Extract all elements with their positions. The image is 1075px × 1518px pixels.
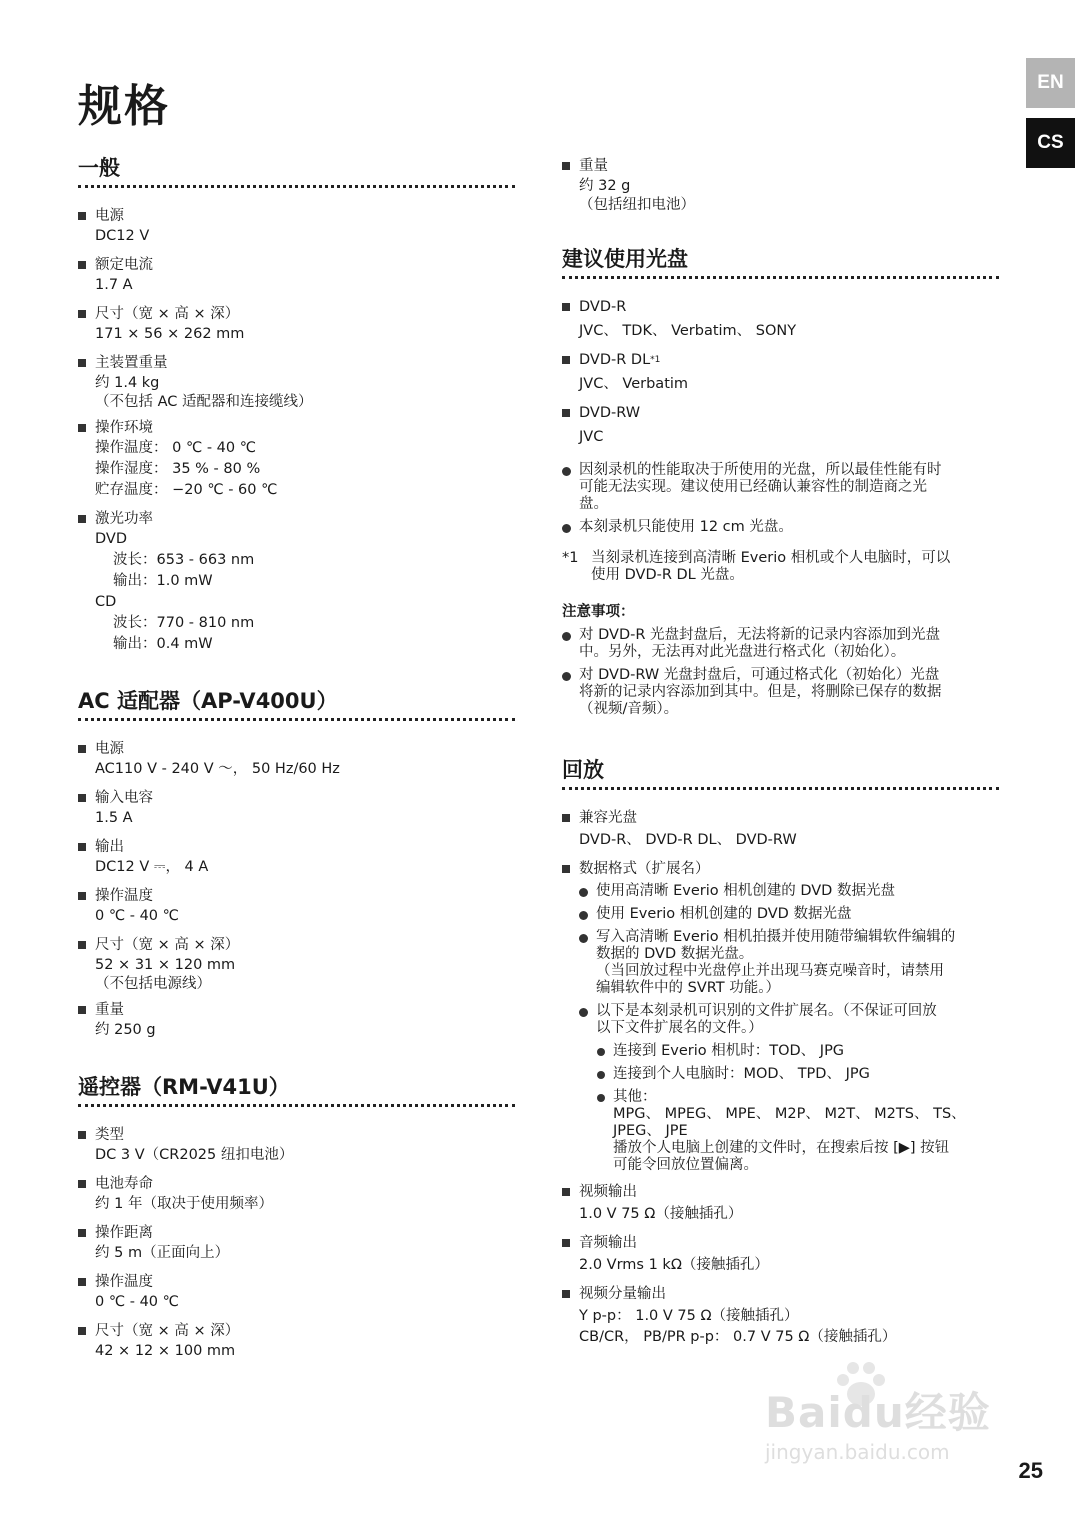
square-bullet-icon bbox=[78, 1278, 86, 1286]
section-ac-adapter bbox=[78, 685, 515, 1041]
caution-item bbox=[562, 627, 999, 661]
spec-value: CB/CR， PB/PR p-p： 0.7 V 75 Ω（接触插孔） bbox=[579, 1329, 897, 1345]
extension-line: JPEG、 JPE bbox=[613, 1123, 688, 1139]
caution-line: （视频/音频）。 bbox=[579, 701, 679, 717]
spec-item bbox=[78, 837, 515, 878]
spec-item bbox=[78, 1321, 515, 1362]
spec-label: 兼容光盘 bbox=[579, 810, 637, 826]
round-bullet-icon bbox=[579, 1008, 588, 1017]
format-line: 数据的 DVD 数据光盘。 bbox=[596, 946, 754, 962]
spec-value: 约 250 g bbox=[95, 1022, 156, 1038]
spec-label: 电池寿命 bbox=[95, 1176, 153, 1192]
square-bullet-icon bbox=[562, 1290, 570, 1298]
square-bullet-icon bbox=[562, 303, 570, 311]
format-line: 以下是本刻录机可识别的文件扩展名。（不保证可回放 bbox=[596, 1003, 937, 1019]
footnote-line: 当刻录机连接到高清晰 Everio 相机或个人电脑时，可以 bbox=[591, 550, 951, 566]
spec-label: 视频分量输出 bbox=[579, 1286, 666, 1302]
round-bullet-icon bbox=[579, 934, 588, 943]
spec-value: 2.0 Vrms 1 kΩ（接触插孔） bbox=[579, 1257, 769, 1273]
extension-line: 连接到个人电脑时：MOD、 TPD、 JPG bbox=[613, 1066, 870, 1082]
spec-label: 操作温度 bbox=[95, 1274, 153, 1290]
caution-item bbox=[562, 667, 999, 718]
format-line: 写入高清晰 Everio 相机拍摄并使用随带编辑软件编辑的 bbox=[596, 929, 956, 945]
caution-title: 注意事项： bbox=[562, 604, 635, 620]
spec-item bbox=[562, 859, 999, 1174]
spec-label: 尺寸（宽 × 高 × 深） bbox=[95, 306, 240, 322]
extension-item bbox=[597, 1043, 999, 1060]
spec-value: 1.0 V 75 Ω（接触插孔） bbox=[579, 1206, 743, 1222]
spec-value: DC12 V bbox=[95, 228, 150, 244]
section-title-playback: 回放 bbox=[562, 754, 999, 790]
spec-item bbox=[78, 788, 515, 829]
watermark-logo: Baidu经验 bbox=[765, 1388, 991, 1437]
spec-value: 42 × 12 × 100 mm bbox=[95, 1343, 236, 1359]
spec-label: 操作距离 bbox=[95, 1225, 153, 1241]
spec-item bbox=[562, 1233, 999, 1276]
extension-item bbox=[597, 1089, 999, 1174]
extension-line: 其他： bbox=[613, 1089, 657, 1105]
round-bullet-icon bbox=[562, 524, 571, 533]
spec-label: DVD-RW bbox=[579, 405, 641, 421]
note-line: 因刻录机的性能取决于所使用的光盘，所以最佳性能有时 bbox=[579, 462, 942, 478]
section-playback bbox=[562, 754, 999, 1348]
square-bullet-icon bbox=[78, 359, 86, 367]
spec-item bbox=[78, 935, 515, 992]
round-bullet-icon bbox=[597, 1048, 605, 1056]
footnote-ref: *1 bbox=[650, 355, 661, 365]
spec-item bbox=[78, 509, 515, 655]
round-bullet-icon bbox=[562, 672, 571, 681]
lang-tab-en[interactable]: EN bbox=[1026, 58, 1075, 108]
section-title-ac-adapter: AC 适配器（AP-V400U） bbox=[78, 685, 515, 721]
section-discs bbox=[562, 243, 999, 718]
spec-item bbox=[78, 739, 515, 780]
square-bullet-icon bbox=[78, 261, 86, 269]
square-bullet-icon bbox=[78, 1229, 86, 1237]
format-item bbox=[579, 906, 999, 923]
square-bullet-icon bbox=[78, 794, 86, 802]
spec-item bbox=[78, 304, 515, 345]
spec-label: 音频输出 bbox=[579, 1235, 637, 1251]
square-bullet-icon bbox=[78, 843, 86, 851]
square-bullet-icon bbox=[78, 310, 86, 318]
spec-item bbox=[562, 403, 999, 448]
format-item bbox=[579, 1003, 999, 1037]
note-line: 本刻录机只能使用 12 cm 光盘。 bbox=[579, 519, 793, 535]
spec-value: JVC bbox=[579, 429, 604, 445]
spec-item bbox=[78, 255, 515, 296]
round-bullet-icon bbox=[597, 1071, 605, 1079]
spec-value: 52 × 31 × 120 mm bbox=[95, 957, 236, 973]
spec-value: JVC、 TDK、 Verbatim、 SONY bbox=[579, 323, 797, 339]
spec-item bbox=[562, 1284, 999, 1348]
spec-note: （不包括电源线） bbox=[95, 976, 211, 992]
spec-label: 操作温度 bbox=[95, 888, 153, 904]
note-item bbox=[562, 519, 999, 536]
section-general bbox=[78, 152, 515, 655]
spec-item bbox=[562, 808, 999, 851]
spec-value: 0 ℃ - 40 ℃ bbox=[95, 1294, 179, 1310]
spec-label: 主装置重量 bbox=[95, 355, 168, 371]
spec-label: 输入电容 bbox=[95, 790, 153, 806]
spec-label: DVD-R DL bbox=[579, 352, 651, 368]
square-bullet-icon bbox=[78, 1006, 86, 1014]
spec-value: 171 × 56 × 262 mm bbox=[95, 326, 245, 342]
spec-item bbox=[78, 1174, 515, 1215]
spec-label: 类型 bbox=[95, 1127, 124, 1143]
format-line: （当回放过程中光盘停止并出现马赛克噪音时，请禁用 bbox=[596, 963, 944, 979]
square-bullet-icon bbox=[78, 1131, 86, 1139]
square-bullet-icon bbox=[78, 1327, 86, 1335]
extension-line: 连接到 Everio 相机时：TOD、 JPG bbox=[613, 1043, 845, 1059]
round-bullet-icon bbox=[562, 632, 571, 641]
extension-item bbox=[597, 1066, 999, 1083]
section-remote bbox=[78, 1071, 515, 1362]
spec-label: 重量 bbox=[95, 1002, 124, 1018]
square-bullet-icon bbox=[562, 1188, 570, 1196]
square-bullet-icon bbox=[78, 424, 86, 432]
square-bullet-icon bbox=[562, 1239, 570, 1247]
square-bullet-icon bbox=[562, 865, 570, 873]
spec-value: 约 1.4 kg bbox=[95, 375, 160, 391]
spec-label: 输出 bbox=[95, 839, 124, 855]
spec-value: 约 5 m（正面向上） bbox=[95, 1245, 230, 1261]
spec-value: AC110 V - 240 V ～， 50 Hz/60 Hz bbox=[95, 761, 340, 777]
spec-value: DC 3 V（CR2025 纽扣电池） bbox=[95, 1147, 294, 1163]
spec-item bbox=[78, 1272, 515, 1313]
extension-line: 播放个人电脑上创建的文件时，在搜索后按 [▶] 按钮 bbox=[613, 1140, 950, 1156]
spec-label: 电源 bbox=[95, 741, 124, 757]
spec-note: （不包括 AC 适配器和连接缆线） bbox=[95, 394, 313, 410]
footnote-line: 使用 DVD-R DL 光盘。 bbox=[591, 567, 744, 583]
format-item bbox=[579, 883, 999, 900]
spec-label: 重量 bbox=[579, 158, 608, 174]
spec-item bbox=[562, 156, 999, 213]
right-column bbox=[562, 152, 999, 1368]
square-bullet-icon bbox=[78, 892, 86, 900]
square-bullet-icon bbox=[562, 162, 570, 170]
left-column bbox=[78, 152, 515, 1382]
spec-value: 波长：653 - 663 nm bbox=[113, 552, 255, 568]
extension-line: MPG、 MPEG、 MPE、 M2P、 M2T、 M2TS、 TS、 bbox=[613, 1106, 966, 1122]
spec-value: 操作温度： 0 ℃ - 40 ℃ bbox=[95, 440, 257, 456]
spec-item bbox=[562, 350, 999, 395]
spec-value: 1.5 A bbox=[95, 810, 133, 826]
caution-line: 中。另外，无法再对此光盘进行格式化（初始化）。 bbox=[579, 644, 906, 660]
spec-value: 贮存温度： −20 ℃ - 60 ℃ bbox=[95, 482, 278, 498]
square-bullet-icon bbox=[78, 1180, 86, 1188]
spec-label: 额定电流 bbox=[95, 257, 153, 273]
spec-note: （包括纽扣电池） bbox=[579, 197, 695, 213]
note-line: 可能无法实现。建议使用已经确认兼容性的制造商之光 bbox=[579, 479, 927, 495]
spec-value: Y p-p： 1.0 V 75 Ω（接触插孔） bbox=[579, 1308, 799, 1324]
spec-item bbox=[78, 418, 515, 501]
round-bullet-icon bbox=[579, 911, 588, 920]
spec-item bbox=[78, 1223, 515, 1264]
watermark bbox=[765, 1360, 1015, 1480]
footnote bbox=[562, 550, 999, 584]
spec-value: 约 32 g bbox=[579, 178, 631, 194]
spec-value: 1.7 A bbox=[95, 277, 133, 293]
section-title-remote: 遥控器（RM-V41U） bbox=[78, 1071, 515, 1107]
section-title-general: 一般 bbox=[78, 152, 515, 188]
spec-value: 0 ℃ - 40 ℃ bbox=[95, 908, 179, 924]
spec-value: JVC、 Verbatim bbox=[579, 376, 689, 392]
format-line: 编辑软件中的 SVRT 功能。） bbox=[596, 980, 780, 996]
square-bullet-icon bbox=[562, 409, 570, 417]
spec-label: 电源 bbox=[95, 208, 124, 224]
note-item bbox=[562, 462, 999, 513]
square-bullet-icon bbox=[78, 941, 86, 949]
spec-label: 激光功率 bbox=[95, 511, 153, 527]
caution-line: 对 DVD-R 光盘封盘后，无法将新的记录内容添加到光盘 bbox=[579, 627, 941, 643]
spec-value: 输出：0.4 mW bbox=[113, 636, 213, 652]
spec-value: DC12 V ⎓， 4 A bbox=[95, 859, 209, 875]
page-number: 25 bbox=[1018, 1458, 1043, 1483]
format-line: 使用高清晰 Everio 相机创建的 DVD 数据光盘 bbox=[596, 883, 895, 899]
footnote-mark: *1 bbox=[562, 550, 579, 566]
spec-value: DVD-R、 DVD-R DL、 DVD-RW bbox=[579, 832, 797, 848]
spec-label: 尺寸（宽 × 高 × 深） bbox=[95, 1323, 240, 1339]
spec-item bbox=[562, 297, 999, 342]
square-bullet-icon bbox=[78, 212, 86, 220]
spec-item bbox=[562, 1182, 999, 1225]
format-item bbox=[579, 929, 999, 997]
square-bullet-icon bbox=[562, 814, 570, 822]
spec-sublabel: CD bbox=[95, 594, 117, 610]
round-bullet-icon bbox=[562, 467, 571, 476]
spec-label: 操作环境 bbox=[95, 420, 153, 436]
spec-value: 波长：770 - 810 nm bbox=[113, 615, 255, 631]
watermark-url: jingyan.baidu.com bbox=[765, 1440, 950, 1464]
spec-item bbox=[78, 1125, 515, 1166]
spec-label: 视频输出 bbox=[579, 1184, 637, 1200]
spec-item bbox=[78, 206, 515, 247]
spec-item bbox=[78, 353, 515, 410]
format-line: 以下文件扩展名的文件。） bbox=[596, 1020, 763, 1036]
round-bullet-icon bbox=[579, 888, 588, 897]
spec-label: 尺寸（宽 × 高 × 深） bbox=[95, 937, 240, 953]
spec-item bbox=[78, 1000, 515, 1041]
spec-sublabel: DVD bbox=[95, 531, 127, 547]
square-bullet-icon bbox=[78, 515, 86, 523]
section-title-discs: 建议使用光盘 bbox=[562, 243, 999, 279]
spec-label: DVD-R bbox=[579, 299, 627, 315]
spec-value: 约 1 年（取决于使用频率） bbox=[95, 1196, 273, 1212]
lang-tab-cs[interactable]: CS bbox=[1026, 118, 1075, 168]
format-line: 使用 Everio 相机创建的 DVD 数据光盘 bbox=[596, 906, 852, 922]
spec-value: 操作湿度： 35 % - 80 % bbox=[95, 461, 261, 477]
spec-label: 数据格式（扩展名） bbox=[579, 861, 710, 877]
round-bullet-icon bbox=[597, 1094, 605, 1102]
square-bullet-icon bbox=[562, 356, 570, 364]
caution-line: 将新的记录内容添加到其中。但是，将删除已保存的数据 bbox=[579, 684, 942, 700]
caution-line: 对 DVD-RW 光盘封盘后，可通过格式化（初始化）光盘 bbox=[579, 667, 940, 683]
spec-value: 输出：1.0 mW bbox=[113, 573, 213, 589]
note-line: 盘。 bbox=[579, 496, 608, 512]
square-bullet-icon bbox=[78, 745, 86, 753]
page-title: 规格 bbox=[78, 81, 170, 132]
extension-line: 可能令回放位置偏离。 bbox=[613, 1157, 758, 1173]
spec-item bbox=[78, 886, 515, 927]
